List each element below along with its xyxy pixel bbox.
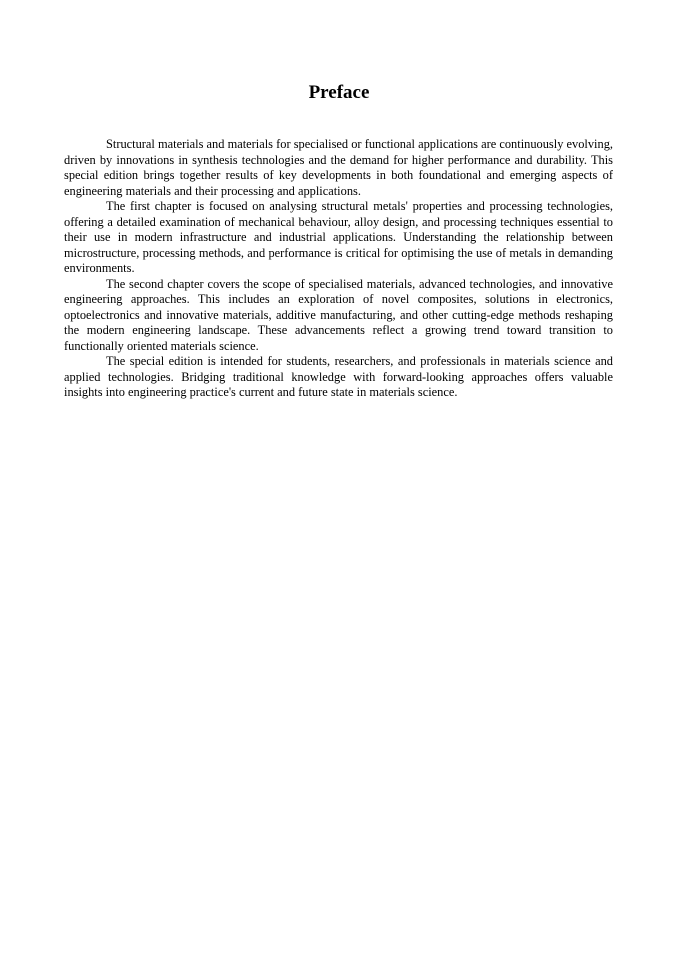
paragraph-1: Structural materials and materials for specialised or functional applications are continuously evolving, driven by innovations in synthesis technologies and the demand for higher performance and durability. This special edition brings together results of key developments in both foundational and emerging aspects of engineering materials and their processing and applications.	[64, 137, 613, 198]
paragraph-4: The special edition is intended for students, researchers, and professionals in materials science and applied technologies. Bridging traditional knowledge with forward-looking approaches offers valuable insights into engineering practice's current and future state in materials science.	[64, 354, 613, 399]
paragraph-2: The first chapter is focused on analysing structural metals' properties and processing technologies, offering a detailed examination of mechanical behaviour, alloy design, and processing techniques essential to their use in modern infrastructure and industrial applications. Understanding the relationship between microstructure, processing methods, and performance is critical for optimising the use of metals in demanding environments.	[64, 199, 613, 275]
preface-body	[64, 137, 613, 401]
page-title: Preface	[308, 82, 370, 103]
paragraph-3: The second chapter covers the scope of specialised materials, advanced technologies, and innovative engineering approaches. This includes an exploration of novel composites, solutions in electronics, optoelectronics and innovative materials, additive manufacturing, and other cutting-edge methods reshaping the modern engineering landscape. These advancements reflect a growing trend toward transition to functionally oriented materials science.	[64, 276, 613, 353]
